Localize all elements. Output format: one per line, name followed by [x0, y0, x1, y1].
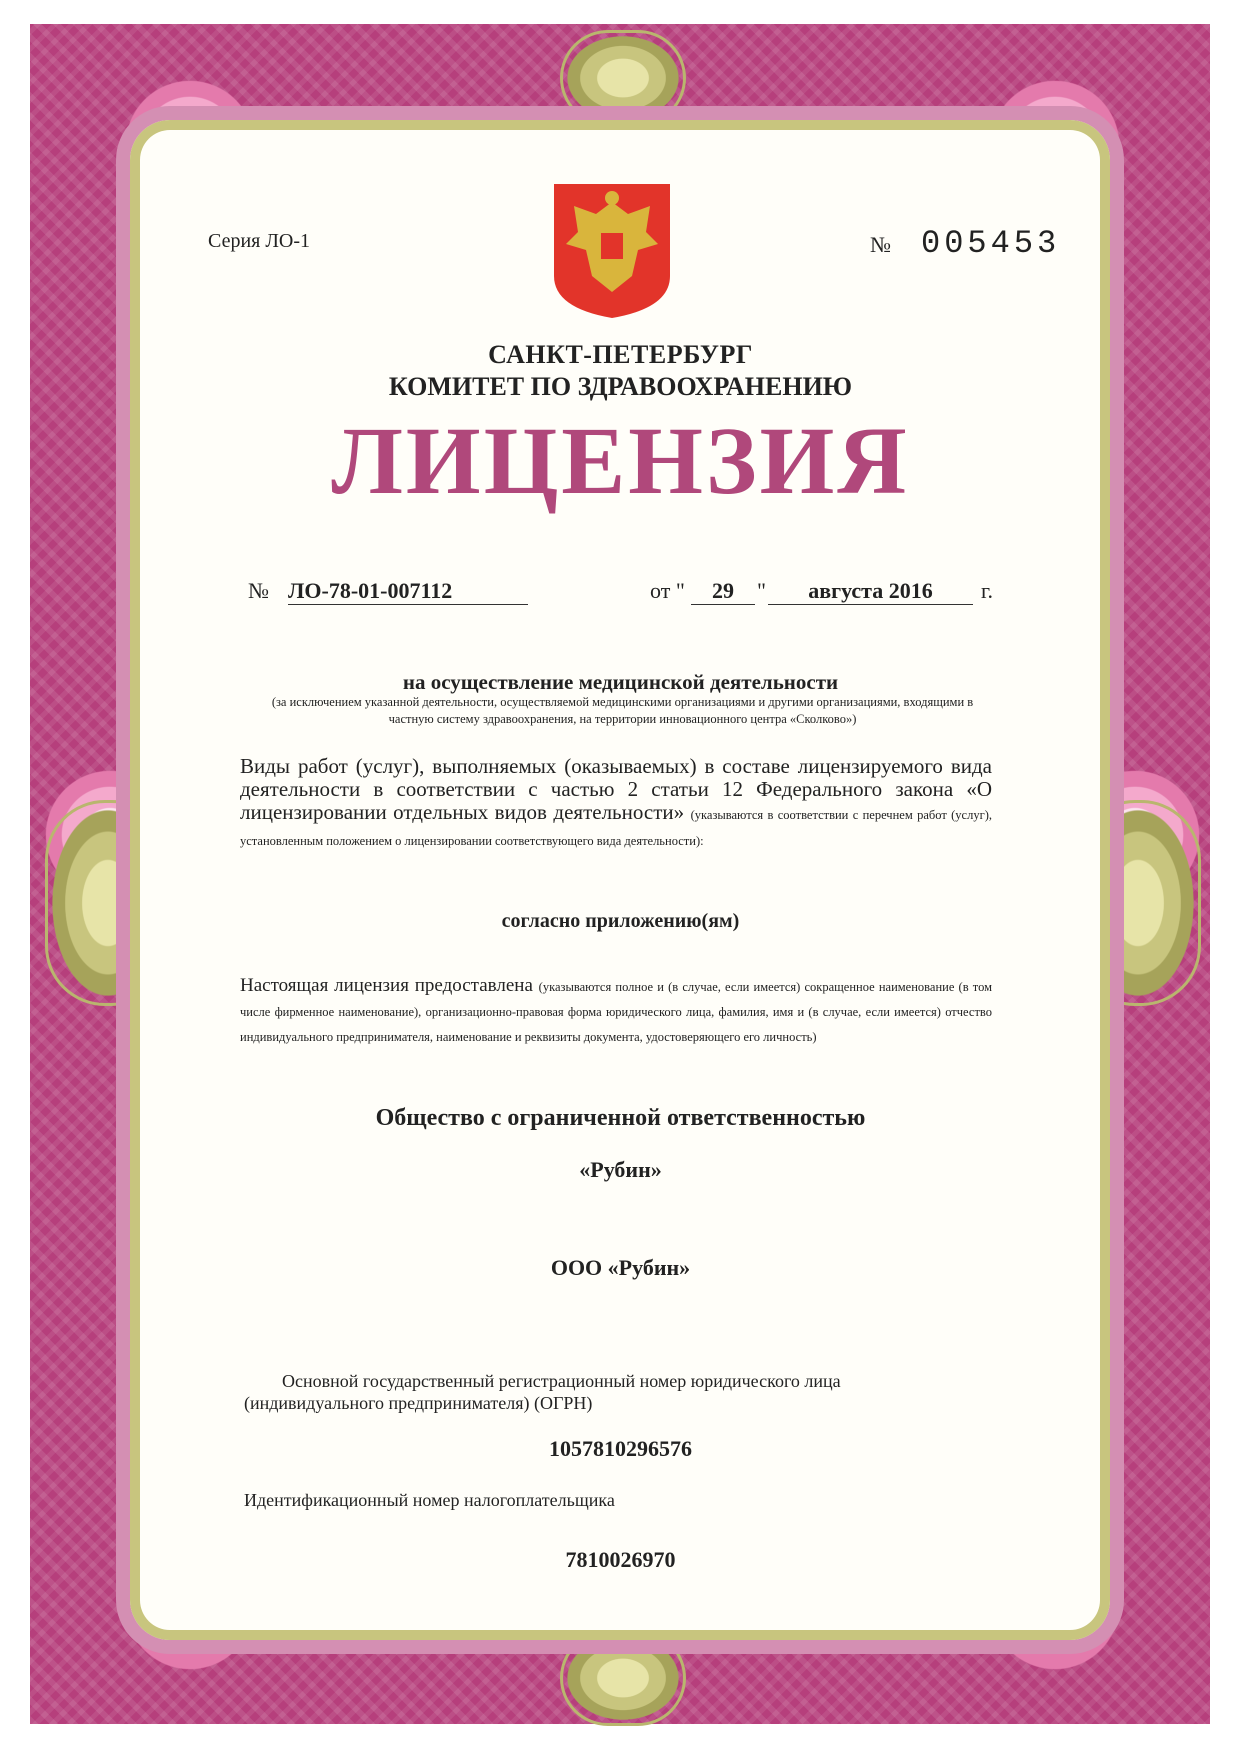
city-heading: САНКТ-ПЕТЕРБУРГ [488, 340, 753, 369]
activity-title: на осуществление медицинской деятельности [402, 670, 839, 694]
inn-label: Идентификационный номер налогоплательщика [244, 1490, 615, 1510]
activity-note: (за исключением указанной деятельности, осуществляемой медицинскими организациями и другими организациями, входящими в частную систему здравоохранения, на территории инновационного центра «Сколково») [271, 695, 974, 726]
works-note: (указываются в соответствии с перечнем работ (услуг), установленным положением о лицензировании соответствующего вида деятельности): [240, 808, 992, 848]
ogrn-label-line1: Основной государственный регистрационный номер юридического лица [282, 1371, 841, 1391]
date-from-label: от " [650, 578, 685, 603]
russian-coat-of-arms-icon [550, 180, 674, 320]
granted-note: (указываются полное и (в случае, если имеется) сокращенное наименование (в том числе фирменное наименование), организационно-правовая форма юридического лица, фамилия, имя и (в случае, если имеется) отчество индивидуального предпринимателя, наименование и реквизиты документа, удостоверяющего его личность) [240, 980, 992, 1044]
document-title: ЛИЦЕНЗИЯ [331, 407, 910, 514]
license-number-sign: № [248, 578, 269, 603]
inn-value: 7810026970 [565, 1547, 676, 1572]
series-label: Серия ЛО-1 [208, 230, 311, 252]
form-number-digits: 005453 [921, 225, 1061, 262]
date-quote-close: " [757, 578, 766, 603]
works-paragraph [240, 755, 992, 853]
license-month-year: августа 2016 [768, 578, 973, 605]
committee-heading: КОМИТЕТ ПО ЗДРАВООХРАНЕНИЮ [388, 372, 853, 401]
license-number: ЛО-78-01-007112 [288, 578, 528, 605]
medallion-ornament-top [560, 30, 686, 126]
ogrn-label-line2: (индивидуального предпринимателя) (ОГРН) [244, 1393, 593, 1413]
ogrn-label [244, 1370, 996, 1414]
appendix-reference: согласно приложению(ям) [501, 910, 740, 932]
number-sign: № [870, 232, 891, 257]
works-text: Виды работ (услуг), выполняемых (оказываемых) в составе лицензируемого вида деятельности в соответствии с частью 2 статьи 12 Федерального закона «О лицензировании отдельных видов деятельности» [240, 754, 992, 824]
organization-short-name: ООО «Рубин» [550, 1255, 691, 1280]
granted-paragraph [240, 974, 992, 1049]
organization-full-name-quoted: «Рубин» [579, 1157, 662, 1182]
granted-text: Настоящая лицензия предоставлена [240, 975, 533, 996]
organization-full-name: Общество с ограниченной ответственностью [375, 1105, 866, 1131]
year-suffix: г. [981, 578, 994, 603]
ogrn-value: 1057810296576 [549, 1436, 692, 1461]
medallion-ornament-bottom [560, 1630, 686, 1726]
license-day: 29 [691, 578, 755, 605]
form-number [870, 225, 1060, 262]
